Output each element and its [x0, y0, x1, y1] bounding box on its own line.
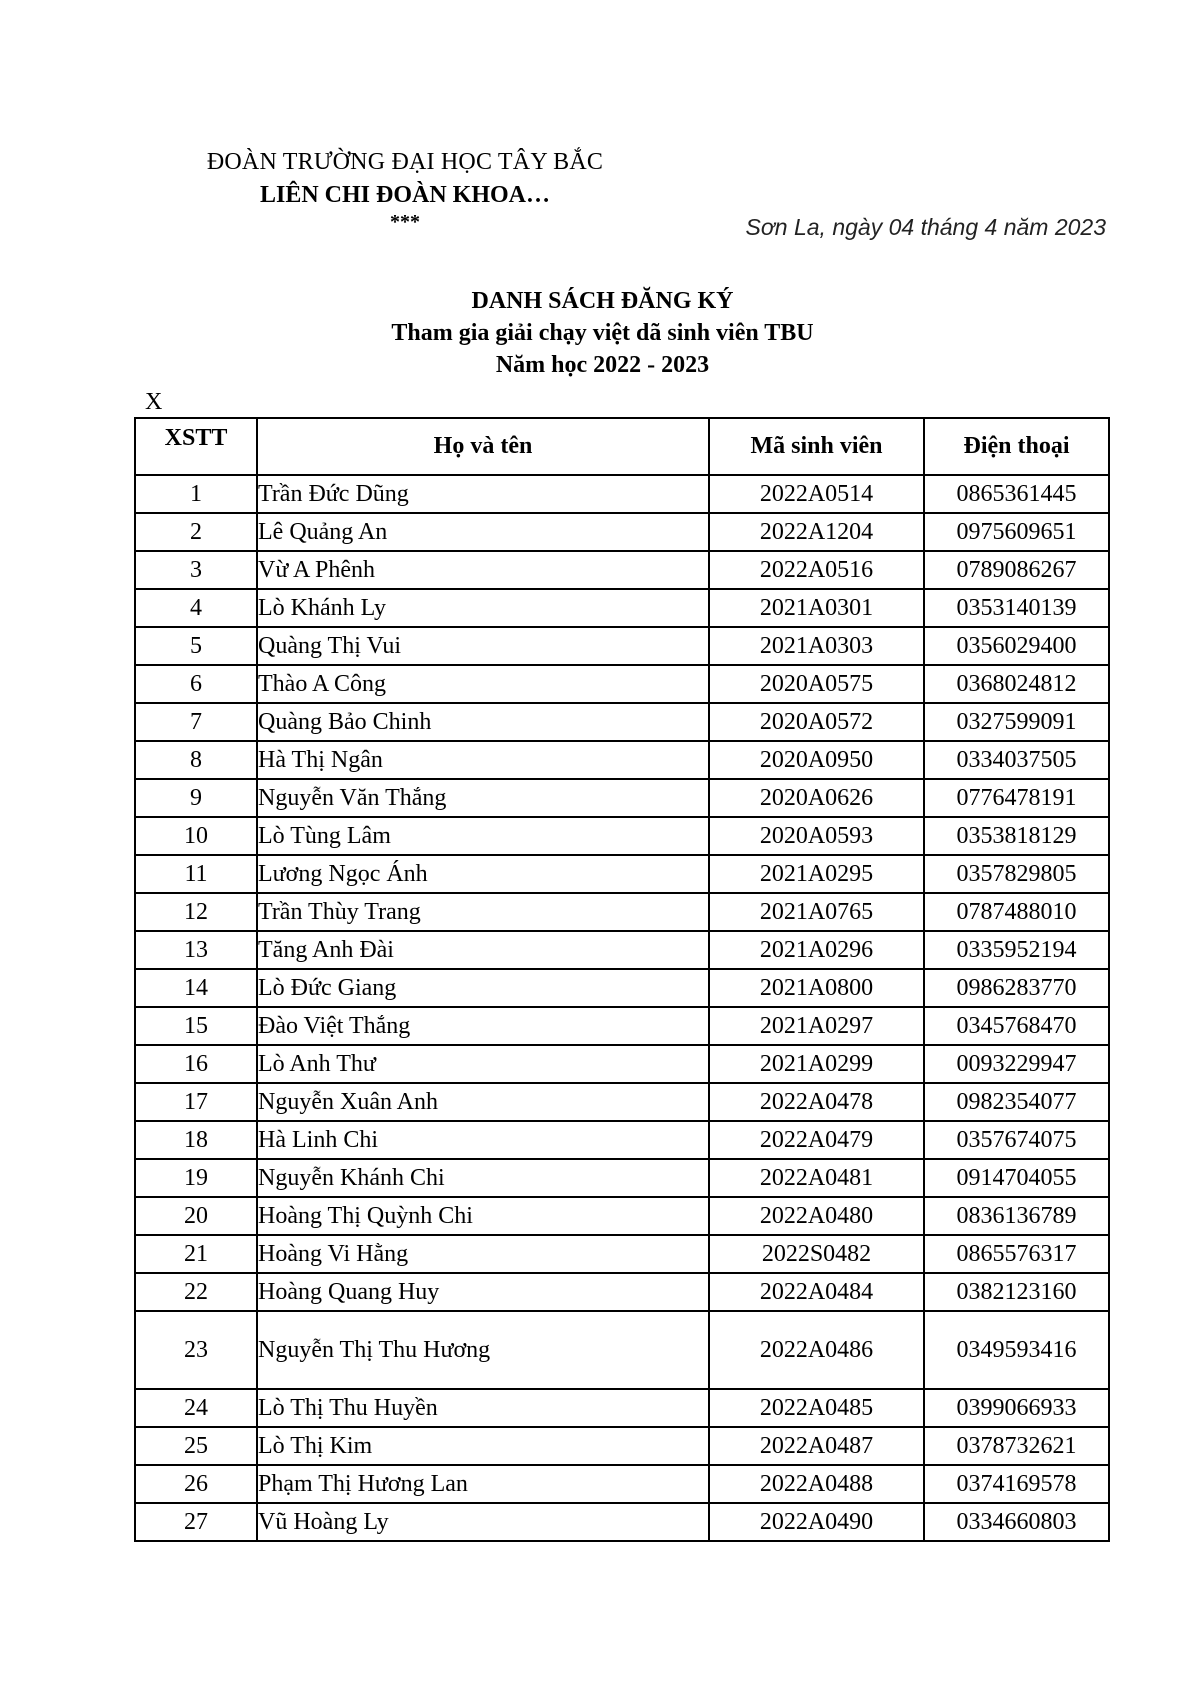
phone-number: 0327599091: [924, 703, 1109, 741]
table-row: [135, 1427, 1109, 1465]
phone-number: 0334660803: [924, 1503, 1109, 1541]
phone-number: 0776478191: [924, 779, 1109, 817]
student-id: 2021A0299: [709, 1045, 924, 1083]
student-id: 2022A0485: [709, 1389, 924, 1427]
student-id: 2021A0301: [709, 589, 924, 627]
student-id: 2021A0765: [709, 893, 924, 931]
row-number: 16: [135, 1045, 257, 1083]
student-id: 2022A1204: [709, 513, 924, 551]
student-name: Trần Đức Dũng: [257, 475, 709, 513]
table-row: [135, 589, 1109, 627]
row-number: 20: [135, 1197, 257, 1235]
table-row: [135, 513, 1109, 551]
row-number: 24: [135, 1389, 257, 1427]
phone-number: 0914704055: [924, 1159, 1109, 1197]
student-id: 2020A0626: [709, 779, 924, 817]
student-id: 2020A0575: [709, 665, 924, 703]
phone-number: 0353818129: [924, 817, 1109, 855]
header-phone: Điện thoại: [924, 418, 1109, 475]
row-number: 3: [135, 551, 257, 589]
phone-number: 0378732621: [924, 1427, 1109, 1465]
phone-number: 0368024812: [924, 665, 1109, 703]
student-name: Phạm Thị Hương Lan: [257, 1465, 709, 1503]
header-student-id: Mã sinh viên: [709, 418, 924, 475]
row-number: 9: [135, 779, 257, 817]
document-title: DANH SÁCH ĐĂNG KÝ: [471, 288, 734, 314]
org-branch: LIÊN CHI ĐOÀN KHOA…: [259, 182, 551, 208]
table-row: [135, 969, 1109, 1007]
document-title-block: [135, 285, 1070, 381]
student-name: Lê Quảng An: [257, 513, 709, 551]
student-id: 2022A0478: [709, 1083, 924, 1121]
table-row: [135, 1159, 1109, 1197]
student-name: Nguyễn Văn Thắng: [257, 779, 709, 817]
phone-number: 0353140139: [924, 589, 1109, 627]
row-number: 19: [135, 1159, 257, 1197]
student-name: Lò Thị Thu Huyền: [257, 1389, 709, 1427]
org-separator-stars: ***: [390, 211, 420, 233]
phone-number: 0865576317: [924, 1235, 1109, 1273]
table-row: [135, 551, 1109, 589]
student-name: Nguyễn Thị Thu Hương: [257, 1311, 709, 1389]
phone-number: 0356029400: [924, 627, 1109, 665]
student-id: 2021A0800: [709, 969, 924, 1007]
stray-mark: X: [145, 389, 163, 415]
student-name: Lò Thị Kim: [257, 1427, 709, 1465]
table-row: [135, 1197, 1109, 1235]
student-name: Nguyễn Khánh Chi: [257, 1159, 709, 1197]
row-number: 1: [135, 475, 257, 513]
student-id: 2022A0490: [709, 1503, 924, 1541]
header-name: Họ và tên: [257, 418, 709, 475]
student-name: Hoàng Thị Quỳnh Chi: [257, 1197, 709, 1235]
table-row: [135, 1389, 1109, 1427]
table-row: [135, 703, 1109, 741]
student-id: 2022A0488: [709, 1465, 924, 1503]
phone-number: 0357829805: [924, 855, 1109, 893]
phone-number: 0335952194: [924, 931, 1109, 969]
row-number: 18: [135, 1121, 257, 1159]
student-id: 2021A0295: [709, 855, 924, 893]
table-row: [135, 817, 1109, 855]
student-id: 2022A0484: [709, 1273, 924, 1311]
student-name: Lò Khánh Ly: [257, 589, 709, 627]
table-row: [135, 1273, 1109, 1311]
row-number: 6: [135, 665, 257, 703]
table-row: [135, 1007, 1109, 1045]
student-id: 2022A0516: [709, 551, 924, 589]
row-number: 10: [135, 817, 257, 855]
student-name: Thào A Công: [257, 665, 709, 703]
student-name: Trần Thùy Trang: [257, 893, 709, 931]
student-id: 2022A0481: [709, 1159, 924, 1197]
row-number: 8: [135, 741, 257, 779]
row-number: 11: [135, 855, 257, 893]
student-id: 2020A0572: [709, 703, 924, 741]
student-name: Hoàng Quang Huy: [257, 1273, 709, 1311]
row-number: 5: [135, 627, 257, 665]
row-number: 25: [135, 1427, 257, 1465]
student-name: Nguyễn Xuân Anh: [257, 1083, 709, 1121]
student-id: 2022A0487: [709, 1427, 924, 1465]
place-date: Sơn La, ngày 04 tháng 4 năm 2023: [745, 214, 1106, 240]
org-name: ĐOÀN TRƯỜNG ĐẠI HỌC TÂY BẮC: [206, 149, 604, 175]
row-number: 14: [135, 969, 257, 1007]
table-row: [135, 741, 1109, 779]
phone-number: 0787488010: [924, 893, 1109, 931]
student-name: Hoàng Vi Hằng: [257, 1235, 709, 1273]
table-row: [135, 1465, 1109, 1503]
phone-number: 0982354077: [924, 1083, 1109, 1121]
student-name: Quàng Bảo Chinh: [257, 703, 709, 741]
table-row: [135, 779, 1109, 817]
student-name: Đào Việt Thắng: [257, 1007, 709, 1045]
student-name: Hà Thị Ngân: [257, 741, 709, 779]
table-row: [135, 931, 1109, 969]
row-number: 27: [135, 1503, 257, 1541]
table-row: [135, 1311, 1109, 1389]
table-row: [135, 1235, 1109, 1273]
document-subtitle: Tham gia giải chạy việt dã sinh viên TBU: [391, 320, 814, 346]
student-id: 2021A0303: [709, 627, 924, 665]
table-header-row: [135, 418, 1109, 475]
student-id: 2022A0514: [709, 475, 924, 513]
row-number: 26: [135, 1465, 257, 1503]
student-id: 2020A0593: [709, 817, 924, 855]
phone-number: 0986283770: [924, 969, 1109, 1007]
row-number: 12: [135, 893, 257, 931]
row-number: 17: [135, 1083, 257, 1121]
student-id: 2020A0950: [709, 741, 924, 779]
academic-year: Năm học 2022 - 2023: [495, 352, 710, 378]
row-number: 22: [135, 1273, 257, 1311]
row-number: 4: [135, 589, 257, 627]
row-number: 13: [135, 931, 257, 969]
student-name: Lò Đức Giang: [257, 969, 709, 1007]
table-row: [135, 1083, 1109, 1121]
header-stt: XSTT: [135, 418, 257, 475]
phone-number: 0334037505: [924, 741, 1109, 779]
table-row: [135, 855, 1109, 893]
row-number: 15: [135, 1007, 257, 1045]
student-name: Vừ A Phênh: [257, 551, 709, 589]
table-body: [135, 475, 1109, 1541]
phone-number: 0399066933: [924, 1389, 1109, 1427]
row-number: 23: [135, 1311, 257, 1389]
student-id: 2022A0479: [709, 1121, 924, 1159]
registration-table: [134, 417, 1110, 1542]
student-name: Vũ Hoàng Ly: [257, 1503, 709, 1541]
phone-number: 0374169578: [924, 1465, 1109, 1503]
row-number: 7: [135, 703, 257, 741]
student-name: Lương Ngọc Ánh: [257, 855, 709, 893]
table-row: [135, 665, 1109, 703]
phone-number: 0357674075: [924, 1121, 1109, 1159]
student-name: Hà Linh Chi: [257, 1121, 709, 1159]
student-id: 2022A0486: [709, 1311, 924, 1389]
phone-number: 0382123160: [924, 1273, 1109, 1311]
phone-number: 0836136789: [924, 1197, 1109, 1235]
table-row: [135, 1121, 1109, 1159]
student-name: Quàng Thị Vui: [257, 627, 709, 665]
phone-number: 0093229947: [924, 1045, 1109, 1083]
phone-number: 0789086267: [924, 551, 1109, 589]
student-id: 2021A0297: [709, 1007, 924, 1045]
student-id: 2022A0480: [709, 1197, 924, 1235]
table-row: [135, 627, 1109, 665]
phone-number: 0349593416: [924, 1311, 1109, 1389]
row-number: 21: [135, 1235, 257, 1273]
table-row: [135, 893, 1109, 931]
table-row: [135, 1045, 1109, 1083]
student-id: 2021A0296: [709, 931, 924, 969]
table-row: [135, 475, 1109, 513]
phone-number: 0865361445: [924, 475, 1109, 513]
student-name: Lò Tùng Lâm: [257, 817, 709, 855]
student-name: Lò Anh Thư: [257, 1045, 709, 1083]
student-name: Tăng Anh Đài: [257, 931, 709, 969]
student-id: 2022S0482: [709, 1235, 924, 1273]
table-row: [135, 1503, 1109, 1541]
row-number: 2: [135, 513, 257, 551]
phone-number: 0345768470: [924, 1007, 1109, 1045]
phone-number: 0975609651: [924, 513, 1109, 551]
